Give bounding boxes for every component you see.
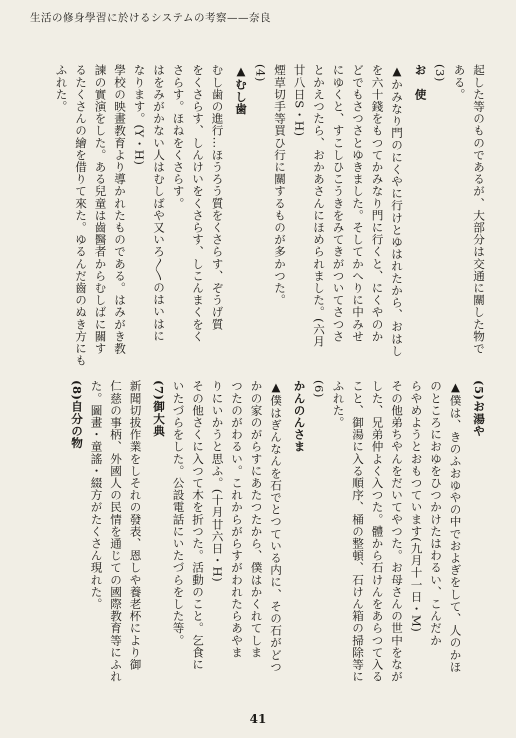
text-line: ふれた。	[54, 64, 69, 113]
bottom-section-text	[70, 380, 488, 683]
section-number: (6)	[312, 380, 326, 398]
text-line: つたのがわるい。これからがらすがわれたらあやま	[230, 380, 244, 659]
text-line: 起した等のものであるが、大部分は交通に關した物で	[472, 64, 486, 355]
text-line: むし歯の進行…ほうろう質をくさらす、ぞうげ質	[210, 64, 225, 331]
text-line: るたくさんの繪を借りて來た。ゆるんだ齒のぬき方にも	[74, 64, 88, 367]
text-line: 仁慈の事柄、外國人の民情を通じての國際教育等にふれ	[109, 380, 123, 683]
text-line: ある。	[452, 64, 467, 101]
text-line: ▲僕は、きのふおゆやの中でおよぎをして、人のかほ	[448, 380, 463, 673]
running-header: 生活の修身學習に於けるシステムの考察——奈良	[30, 12, 271, 24]
page-number: 41	[249, 712, 267, 726]
text-line: 煙草切手等買ひ行に關するものが多かつた。	[273, 64, 287, 306]
text-line: ふれた。	[331, 380, 346, 429]
text-line: にゆくと、すこしひこうきをみてきがついてさつさ	[331, 64, 346, 343]
text-line: とかえつたら、おかあさんにほめられました。(六月	[312, 64, 326, 348]
text-line: した、兄弟仲よく入つた。體から石けんをあらつて入る	[370, 380, 385, 683]
section-heading: ▲むし歯	[234, 64, 248, 115]
section-heading: (5)お湯や	[472, 380, 486, 437]
text-line: ▲僕はぎんなんを石でとつている内に、その石がどつ	[269, 380, 283, 673]
text-line: た。圖畫・童謠・綴方がたくさん現れた。	[89, 380, 104, 610]
text-line: はをみがかない人はむしばや又いろ〳〵のはいはに	[152, 64, 166, 342]
text-line: なります。(Y・H)	[132, 64, 147, 166]
text-line: ▲かみなり門のにくやに行けとゆはれたから、おはし	[390, 64, 404, 357]
text-line: その他弟ちやんをだいてやつた。お母さんの世中をなが	[390, 380, 404, 683]
text-line: こと、御湯に入る順序、桶の整頓、石けん箱の掃除等に	[351, 380, 365, 683]
text-line: らやめようとおもつています(九月十一日・M)	[409, 380, 424, 633]
text-line: のところにおゆをひつかけたはわるい、こんだか	[429, 380, 443, 647]
section-heading: お 使	[413, 64, 428, 101]
text-line: さらす。ほねをくさらす。	[171, 64, 186, 210]
section-number: (3)	[433, 64, 447, 82]
text-line: どでもさつさとゆきました。そしてかへりに中みせ	[351, 64, 365, 343]
section-heading: かんのんさま	[292, 380, 307, 453]
top-section-text	[54, 64, 488, 367]
section-number: (4)	[253, 64, 268, 82]
text-line: 廿八日S・H)	[292, 64, 307, 137]
section-heading: (8)自分の物	[70, 380, 84, 449]
text-line: をくさらす、しんけいをくさらす、しこんまくをく	[191, 64, 205, 343]
text-line: 諫の實演をした。ある兒童は齒醫者からむしばに關す	[93, 64, 108, 355]
text-line: かの家のがらすにあたつたから、僕はかくれてしま	[249, 380, 264, 659]
text-line: 新聞切拔作業をしそれの發表、恩しや養老杯により御	[128, 380, 143, 671]
text-line: りにいかうと思ふ。(十月廿六日・H)	[210, 380, 225, 583]
text-line: 學校の映畫教育より導かれたものである。はみがき教	[113, 64, 127, 355]
text-line: その他さくに入つて木を折つた。活動のこと。乞食に	[191, 380, 205, 671]
section-heading: (7)御大典	[152, 380, 166, 437]
text-line: を六十錢をもつてかみなり門に行くと、にくやのか	[370, 64, 385, 343]
text-line: いたづらをした。公設電話にいたづらをした等。	[171, 380, 186, 647]
